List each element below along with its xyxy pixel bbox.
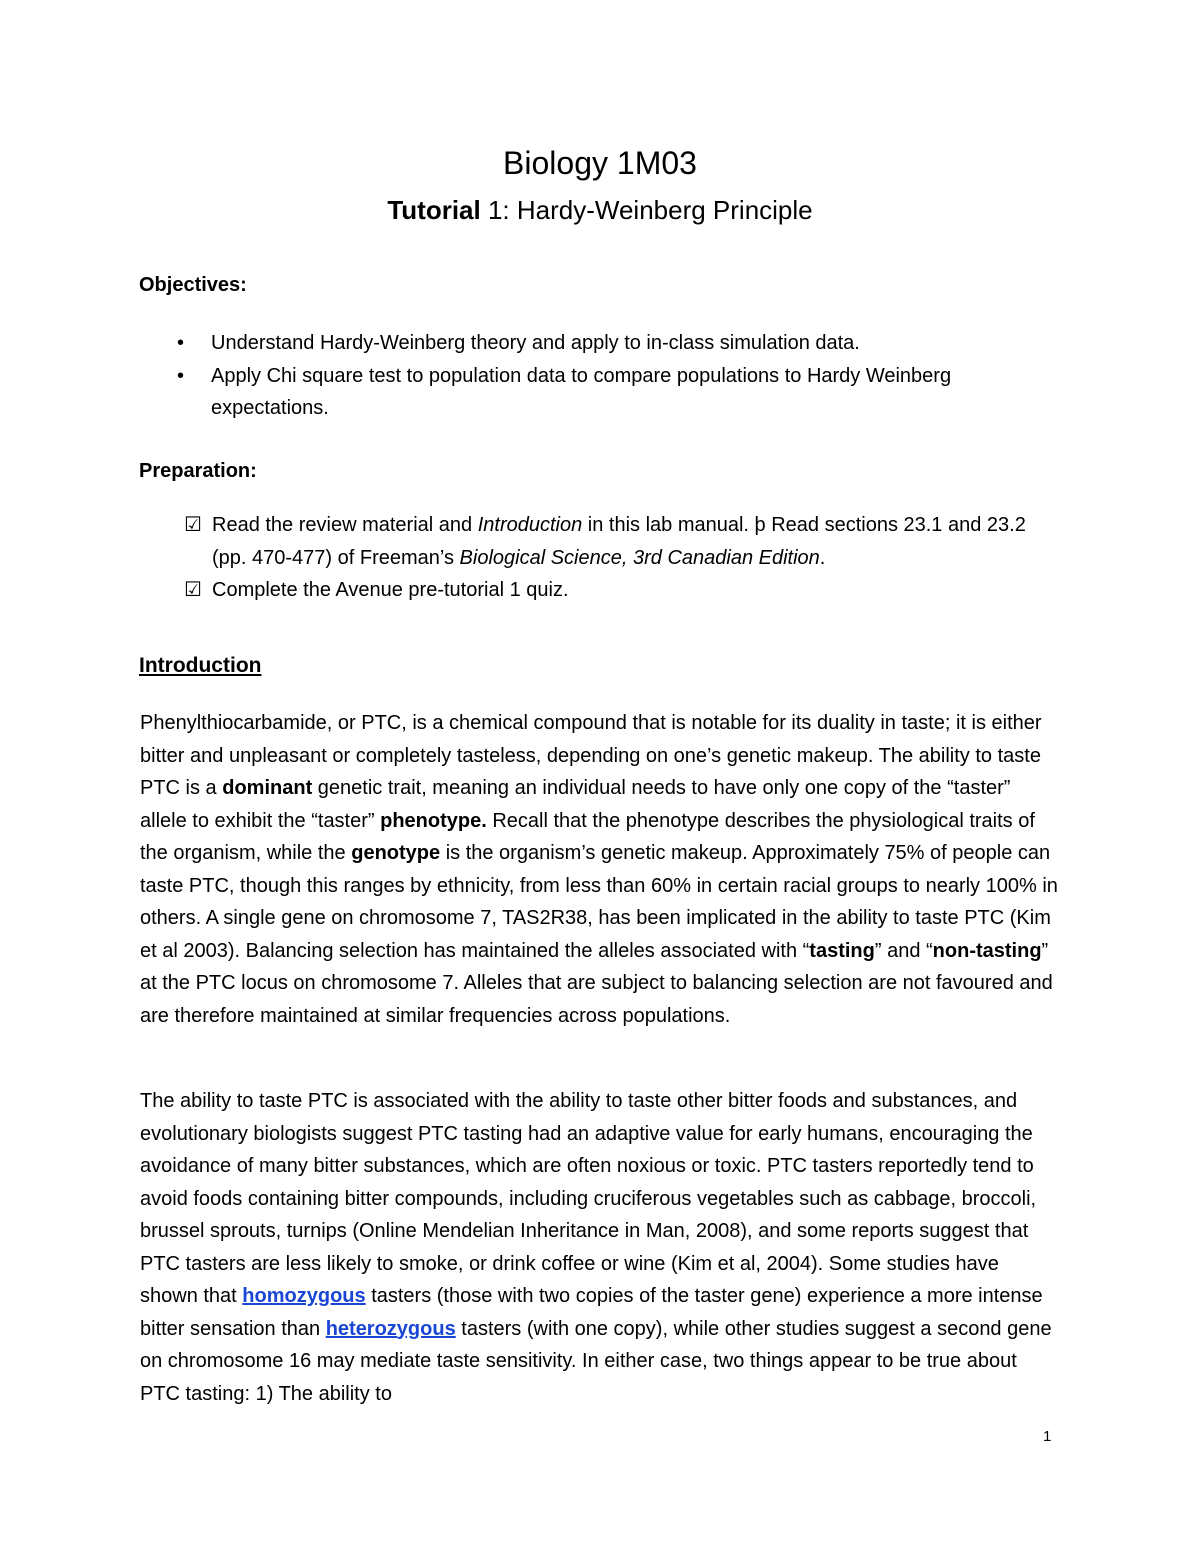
bold-term: non-tasting xyxy=(932,939,1042,962)
bold-term: phenotype. xyxy=(380,809,487,832)
text-run: Phenylthiocarbamide, or PTC, is a chemical compound that is notable for its duality in taste; it is either bitter and unpleasant or completely tasteless, depending on one’s genetic makeup. The ability to taste PTC is a xyxy=(140,712,1042,799)
text-run: ” and “ xyxy=(874,939,933,962)
text-run: Recall that the phenotype describes the physiological traits of the organism, while the xyxy=(140,809,1035,864)
checkbox-icon: ☑ xyxy=(184,579,202,601)
intro-paragraph-1 xyxy=(140,707,1062,1032)
bold-term: tasting xyxy=(809,939,875,962)
list-item xyxy=(140,574,1060,607)
list-item xyxy=(140,360,1060,425)
list-item xyxy=(140,509,1060,574)
prep-text-d: Biological Science, 3rd Canadian Edition xyxy=(459,546,820,569)
prep-text-b: Introduction xyxy=(477,514,583,536)
preparation-list xyxy=(140,509,1060,607)
bold-term: dominant xyxy=(222,777,313,799)
objective-text: Apply Chi square test to population data to compare populations to Hardy Weinberg expectations. xyxy=(211,364,952,419)
prep-text-c: in this lab manual. þ Read sections 23.1 and 23.2 (pp. 470-477) of Freeman’s xyxy=(212,514,1026,569)
prep-text: Complete the Avenue pre-tutorial 1 quiz. xyxy=(212,579,569,601)
prep-text-e: . xyxy=(819,546,826,569)
heterozygous-link[interactable]: heterozygous xyxy=(325,1317,456,1340)
text-run: tasters (with one copy), while other studies suggest a second gene on chromosome 16 may mediate taste sensitivity. In either case, two things appear to be true about PTC tasting: 1) The ability to xyxy=(140,1317,1052,1405)
subtitle-rest: 1: Hardy-Weinberg Principle xyxy=(480,195,813,225)
objective-text: Understand Hardy-Weinberg theory and apply to in-class simulation data. xyxy=(211,332,860,354)
introduction-heading: Introduction xyxy=(139,654,262,677)
objectives-heading: Objectives: xyxy=(139,274,247,296)
homozygous-link[interactable]: homozygous xyxy=(242,1285,366,1307)
list-item xyxy=(140,327,1060,360)
text-run: tasters (those with two copies of the taster gene) experience a more intense bitter sensation than xyxy=(140,1285,1043,1340)
subtitle-bold: Tutorial xyxy=(387,195,481,225)
preparation-heading: Preparation: xyxy=(139,460,257,482)
text-run: The ability to taste PTC is associated with the ability to taste other bitter foods and substances, and evolutionary biologists suggest PTC tasting had an adaptive value for early humans, encouraging the avoidance of many bitter substances, which are often noxious or toxic. PTC tasters reportedly tend to avoid foods containing bitter compounds, including cruciferous vegetables such as cabbage, broccoli, brussel sprouts, turnips (Online Mendelian Inheritance in Man, 2008), and some reports suggest that PTC tasters are less likely to smoke, or drink coffee or wine (Kim et al, 2004). Some studies have shown that xyxy=(140,1090,1037,1307)
bold-term: genotype xyxy=(351,842,441,864)
checkbox-icon: ☑ xyxy=(184,514,202,536)
page-number: 1 xyxy=(1043,1428,1052,1445)
bullet-glyph: • xyxy=(177,332,185,354)
text-run: ” at the PTC locus on chromosome 7. Alleles that are subject to balancing selection are not favoured and are therefore maintained at similar frequencies across populations. xyxy=(140,939,1053,1027)
text-run: genetic trait, meaning an individual needs to have only one copy of the “taster” allele to exhibit the “taster” xyxy=(140,777,1011,832)
objectives-list xyxy=(140,327,1060,425)
doc-title: Biology 1M03 xyxy=(503,145,697,181)
bullet-glyph: • xyxy=(177,364,185,387)
text-run: is the organism’s genetic makeup. Approximately 75% of people can taste PTC, though this ranges by ethnicity, from less than 60% in certain racial groups to nearly 100% in others. A single gene on chromosome 7, TAS2R38, has been implicated in the ability to taste PTC (Kim et al 2003). Balancing selection has maintained the alleles associated with “ xyxy=(140,842,1058,962)
doc-subtitle xyxy=(0,190,1200,230)
intro-paragraph-2 xyxy=(140,1085,1062,1410)
prep-text-a: Read the review material and xyxy=(212,514,478,536)
